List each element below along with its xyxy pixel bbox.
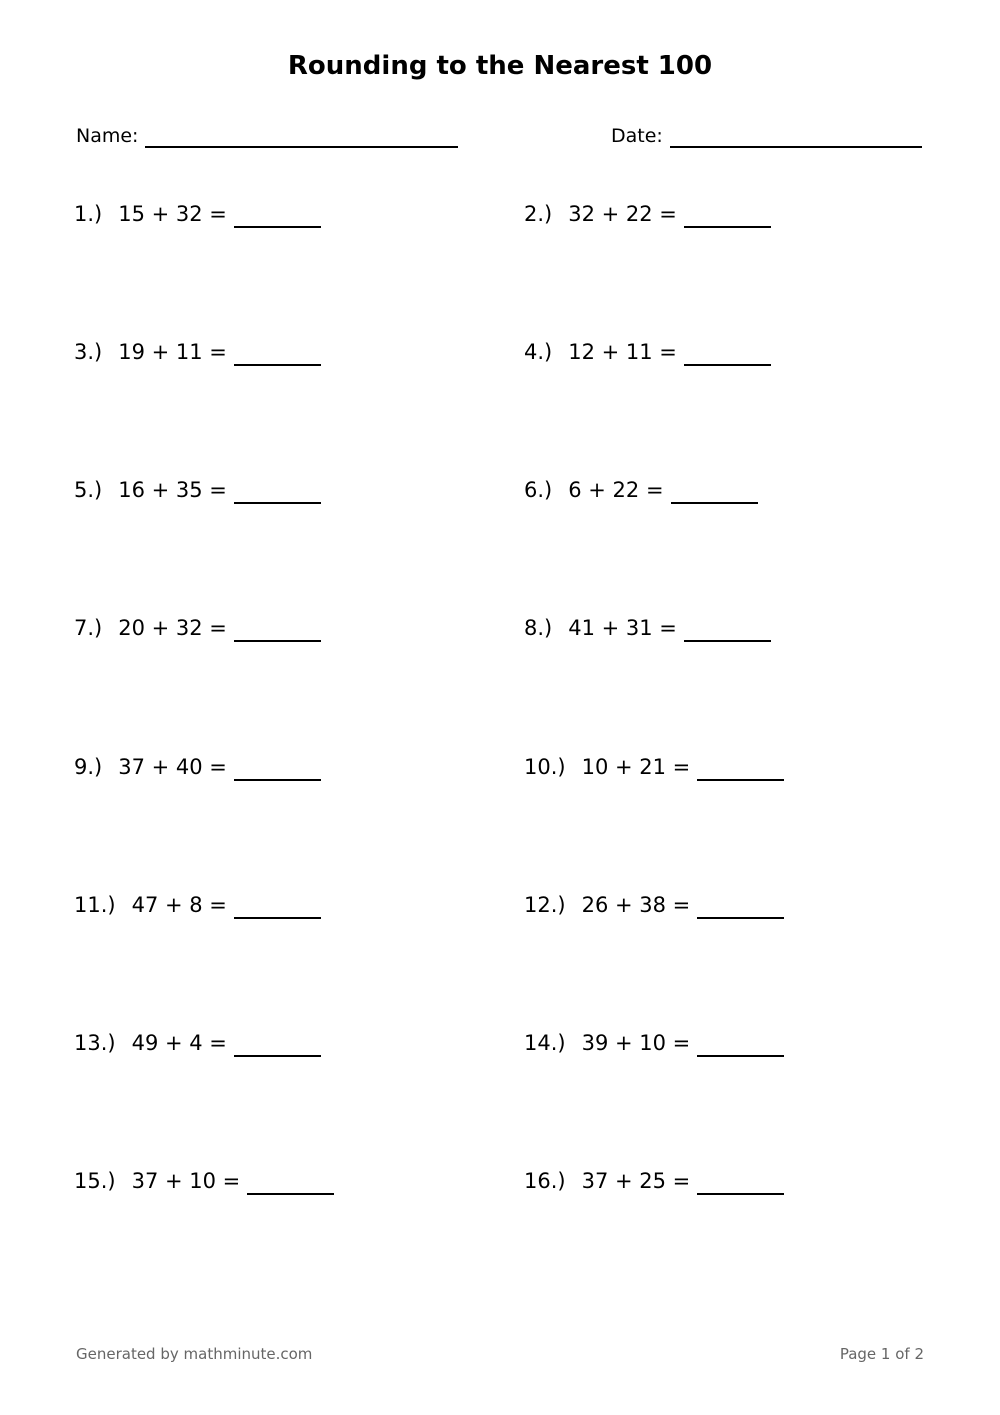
problem-expression: 37 + 25 = bbox=[581, 1169, 691, 1193]
problem-number: 1.) bbox=[74, 202, 103, 226]
problem-number: 7.) bbox=[74, 616, 103, 640]
answer-blank[interactable] bbox=[697, 1169, 784, 1195]
worksheet-title: Rounding to the Nearest 100 bbox=[287, 51, 713, 81]
footer-generated-by: Generated by mathminute.com bbox=[76, 1345, 313, 1363]
problem-expression: 26 + 38 = bbox=[581, 893, 691, 917]
answer-blank[interactable] bbox=[234, 478, 321, 504]
problem-number: 13.) bbox=[74, 1031, 116, 1055]
answer-blank[interactable] bbox=[234, 340, 321, 366]
problem-11 bbox=[74, 891, 321, 919]
problem-expression: 41 + 31 = bbox=[568, 616, 677, 640]
date-field[interactable] bbox=[611, 124, 922, 148]
problem-number: 5.) bbox=[74, 478, 103, 502]
problem-4 bbox=[524, 338, 771, 366]
problem-expression: 32 + 22 = bbox=[568, 202, 677, 226]
problem-number: 6.) bbox=[524, 478, 553, 502]
answer-blank[interactable] bbox=[684, 340, 771, 366]
problem-number: 10.) bbox=[524, 755, 566, 779]
problem-number: 12.) bbox=[524, 893, 566, 917]
problem-expression: 39 + 10 = bbox=[581, 1031, 691, 1055]
answer-blank[interactable] bbox=[234, 755, 321, 781]
problem-expression: 37 + 10 = bbox=[131, 1169, 241, 1193]
problem-expression: 6 + 22 = bbox=[568, 478, 664, 502]
problem-expression: 12 + 11 = bbox=[568, 340, 677, 364]
problem-number: 15.) bbox=[74, 1169, 116, 1193]
problem-7 bbox=[74, 614, 321, 642]
name-line[interactable] bbox=[145, 124, 458, 148]
date-line[interactable] bbox=[670, 124, 922, 148]
problem-9 bbox=[74, 753, 321, 781]
problem-number: 14.) bbox=[524, 1031, 566, 1055]
answer-blank[interactable] bbox=[697, 893, 784, 919]
problem-number: 11.) bbox=[74, 893, 116, 917]
answer-blank[interactable] bbox=[234, 1031, 321, 1057]
problem-expression: 15 + 32 = bbox=[118, 202, 227, 226]
problem-expression: 37 + 40 = bbox=[118, 755, 227, 779]
answer-blank[interactable] bbox=[247, 1169, 334, 1195]
problem-expression: 19 + 11 = bbox=[118, 340, 227, 364]
problem-10 bbox=[524, 753, 784, 781]
problem-16 bbox=[524, 1167, 784, 1195]
problem-8 bbox=[524, 614, 771, 642]
answer-blank[interactable] bbox=[234, 893, 321, 919]
problem-expression: 47 + 8 = bbox=[131, 893, 227, 917]
name-label: Name: bbox=[76, 125, 139, 147]
answer-blank[interactable] bbox=[684, 202, 771, 228]
problem-12 bbox=[524, 891, 784, 919]
problem-number: 3.) bbox=[74, 340, 103, 364]
problem-2 bbox=[524, 200, 771, 228]
problem-13 bbox=[74, 1029, 321, 1057]
problem-expression: 20 + 32 = bbox=[118, 616, 227, 640]
name-field[interactable] bbox=[76, 124, 458, 148]
problem-number: 8.) bbox=[524, 616, 553, 640]
problem-number: 4.) bbox=[524, 340, 553, 364]
problem-5 bbox=[74, 476, 321, 504]
problem-1 bbox=[74, 200, 321, 228]
footer-page-number: Page 1 of 2 bbox=[839, 1345, 924, 1363]
answer-blank[interactable] bbox=[697, 755, 784, 781]
answer-blank[interactable] bbox=[684, 616, 771, 642]
problem-number: 9.) bbox=[74, 755, 103, 779]
answer-blank[interactable] bbox=[671, 478, 758, 504]
problem-15 bbox=[74, 1167, 334, 1195]
problem-6 bbox=[524, 476, 758, 504]
problem-expression: 49 + 4 = bbox=[131, 1031, 227, 1055]
problem-number: 2.) bbox=[524, 202, 553, 226]
problem-expression: 16 + 35 = bbox=[118, 478, 227, 502]
problem-number: 16.) bbox=[524, 1169, 566, 1193]
problem-14 bbox=[524, 1029, 784, 1057]
date-label: Date: bbox=[611, 125, 663, 147]
answer-blank[interactable] bbox=[234, 202, 321, 228]
problem-3 bbox=[74, 338, 321, 366]
answer-blank[interactable] bbox=[234, 616, 321, 642]
problem-expression: 10 + 21 = bbox=[581, 755, 691, 779]
answer-blank[interactable] bbox=[697, 1031, 784, 1057]
